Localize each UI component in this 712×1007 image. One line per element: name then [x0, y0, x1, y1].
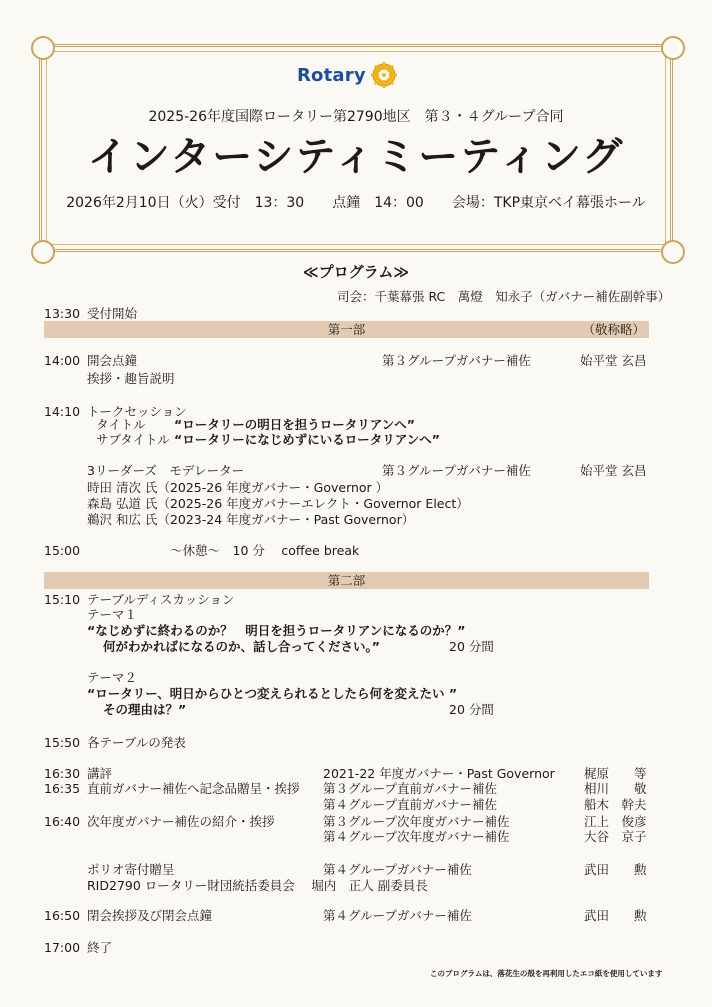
frame-corner-ornament [31, 36, 55, 60]
polio-text: ポリオ寄付贈呈 [87, 862, 175, 877]
event-date-venue: 2026年2月10日（火）受付 13：30 点鐘 14：00 会場：TKP東京ベイ幕張ホール [66, 195, 646, 211]
part1-label: 第一部 [327, 322, 366, 337]
next-text: 次年度ガバナー補佐の紹介・挨拶 [87, 814, 275, 829]
theme2-line1: “ロータリー、明日からひとつ変えられるとしたら何を変えたい ” [87, 686, 458, 701]
leaders-label: 3リーダーズ モデレーター [87, 463, 245, 478]
next-role-1: 第３グループ次年度ガバナー補佐 [323, 814, 510, 829]
panelist-2: 森島 弘道 氏（2025-26 年度ガバナーエレクト・Governor Elect） [87, 496, 469, 511]
rotary-wheel-icon [370, 61, 398, 89]
break-text: ～休憩～ 10 分 coffee break [170, 543, 360, 558]
opening-sub: 挨拶・趣旨説明 [87, 371, 175, 386]
logo-text: Rotary [297, 64, 366, 86]
lecture-text: 講評 [87, 766, 113, 781]
event-title: インターシティミーティング [87, 133, 625, 180]
end-text: 終了 [87, 940, 113, 955]
talk-subtitle: “ロータリーになじめずにいるロータリアンへ” [174, 432, 440, 447]
lecture-role: 2021-22 年度ガバナー・Past Governor [323, 766, 555, 781]
time-label: 16:50 [44, 908, 81, 923]
gift-role-2: 第４グループ直前ガバナー補佐 [323, 797, 498, 812]
talk-text: トークセッション [87, 404, 187, 419]
theme2-minutes: 20 分間 [449, 702, 494, 717]
mc-line: 司会：千葉幕張 RC 萬燈 知永子（ガバナー補佐副幹事） [337, 289, 671, 304]
time-label: 16:30 [44, 766, 81, 781]
reception-text: 受付開始 [87, 306, 138, 321]
gift-name-1: 相川 敬 [584, 781, 647, 796]
closing-role: 第４グループガバナー補佐 [323, 908, 472, 923]
time-label: 14:00 [44, 353, 81, 368]
part2-band [44, 572, 649, 589]
event-subtitle: 2025-26年度国際ロータリー第2790地区 第３・４グループ合同 [148, 109, 564, 125]
talk-title-label: タイトル [96, 417, 146, 432]
time-label: 15:50 [44, 735, 81, 750]
opening-role: 第３グループガバナー補佐 [382, 353, 531, 368]
time-label: 13:30 [44, 306, 81, 321]
closing-text: 閉会挨拶及び閉会点鐘 [87, 908, 213, 923]
theme1-line1: “なじめずに終わるのか？ 明日を担うロータリアンになるのか？” [87, 623, 466, 638]
time-label: 16:35 [44, 781, 81, 796]
time-label: 16:40 [44, 814, 81, 829]
theme1-label: テーマ１ [87, 607, 138, 622]
part2-label: 第二部 [327, 573, 366, 588]
next-name-2: 大谷 京子 [584, 829, 647, 844]
lecture-name: 梶原 等 [584, 766, 647, 781]
gift-name-2: 船木 幹夫 [584, 797, 647, 812]
rid-text: RID2790 ロータリー財団統括委員会 堀内 正人 副委員長 [87, 878, 428, 893]
program-heading: ≪プログラム≫ [302, 263, 410, 281]
time-label: 15:00 [44, 543, 81, 558]
theme1-minutes: 20 分間 [449, 639, 494, 654]
presentation-text: 各テーブルの発表 [87, 735, 186, 750]
time-label: 14:10 [44, 404, 81, 419]
opening-name: 始平堂 玄昌 [580, 353, 647, 368]
rotary-logo [297, 60, 398, 90]
honorifics-note: （敬称略） [582, 322, 645, 337]
opening-text: 開会点鐘 [87, 353, 138, 368]
leaders-name: 始平堂 玄昌 [580, 463, 647, 478]
polio-name: 武田 勲 [584, 862, 647, 877]
time-label: 15:10 [44, 592, 81, 607]
time-label: 17:00 [44, 940, 81, 955]
leaders-role: 第３グループガバナー補佐 [382, 463, 531, 478]
panelist-3: 鵜沢 和広 氏（2023-24 年度ガバナー・Past Governor） [87, 512, 415, 527]
gift-role-1: 第３グループ直前ガバナー補佐 [323, 781, 498, 796]
gift-text: 直前ガバナー補佐へ記念品贈呈・挨拶 [87, 781, 300, 796]
talk-subtitle-label: サブタイトル [96, 432, 170, 447]
talk-title: “ロータリーの明日を担うロータリアンへ” [174, 417, 415, 432]
eco-paper-note: このプログラムは、落花生の殻を再利用したエコ紙を使用しています [430, 969, 663, 978]
part1-band [44, 321, 649, 338]
theme1-line2: 何がわかればになるのか、話し合ってください。” [103, 639, 380, 654]
closing-name: 武田 勲 [584, 908, 647, 923]
next-name-1: 江上 俊彦 [584, 814, 647, 829]
theme2-line2: その理由は？” [103, 702, 187, 717]
frame-corner-ornament [661, 36, 685, 60]
table-text: テーブルディスカッション [87, 592, 235, 607]
panelist-1: 時田 清次 氏（2025-26 年度ガバナー・Governor ） [87, 480, 389, 495]
theme2-label: テーマ２ [87, 670, 138, 685]
next-role-2: 第４グループ次年度ガバナー補佐 [323, 829, 510, 844]
polio-role: 第４グループガバナー補佐 [323, 862, 472, 877]
